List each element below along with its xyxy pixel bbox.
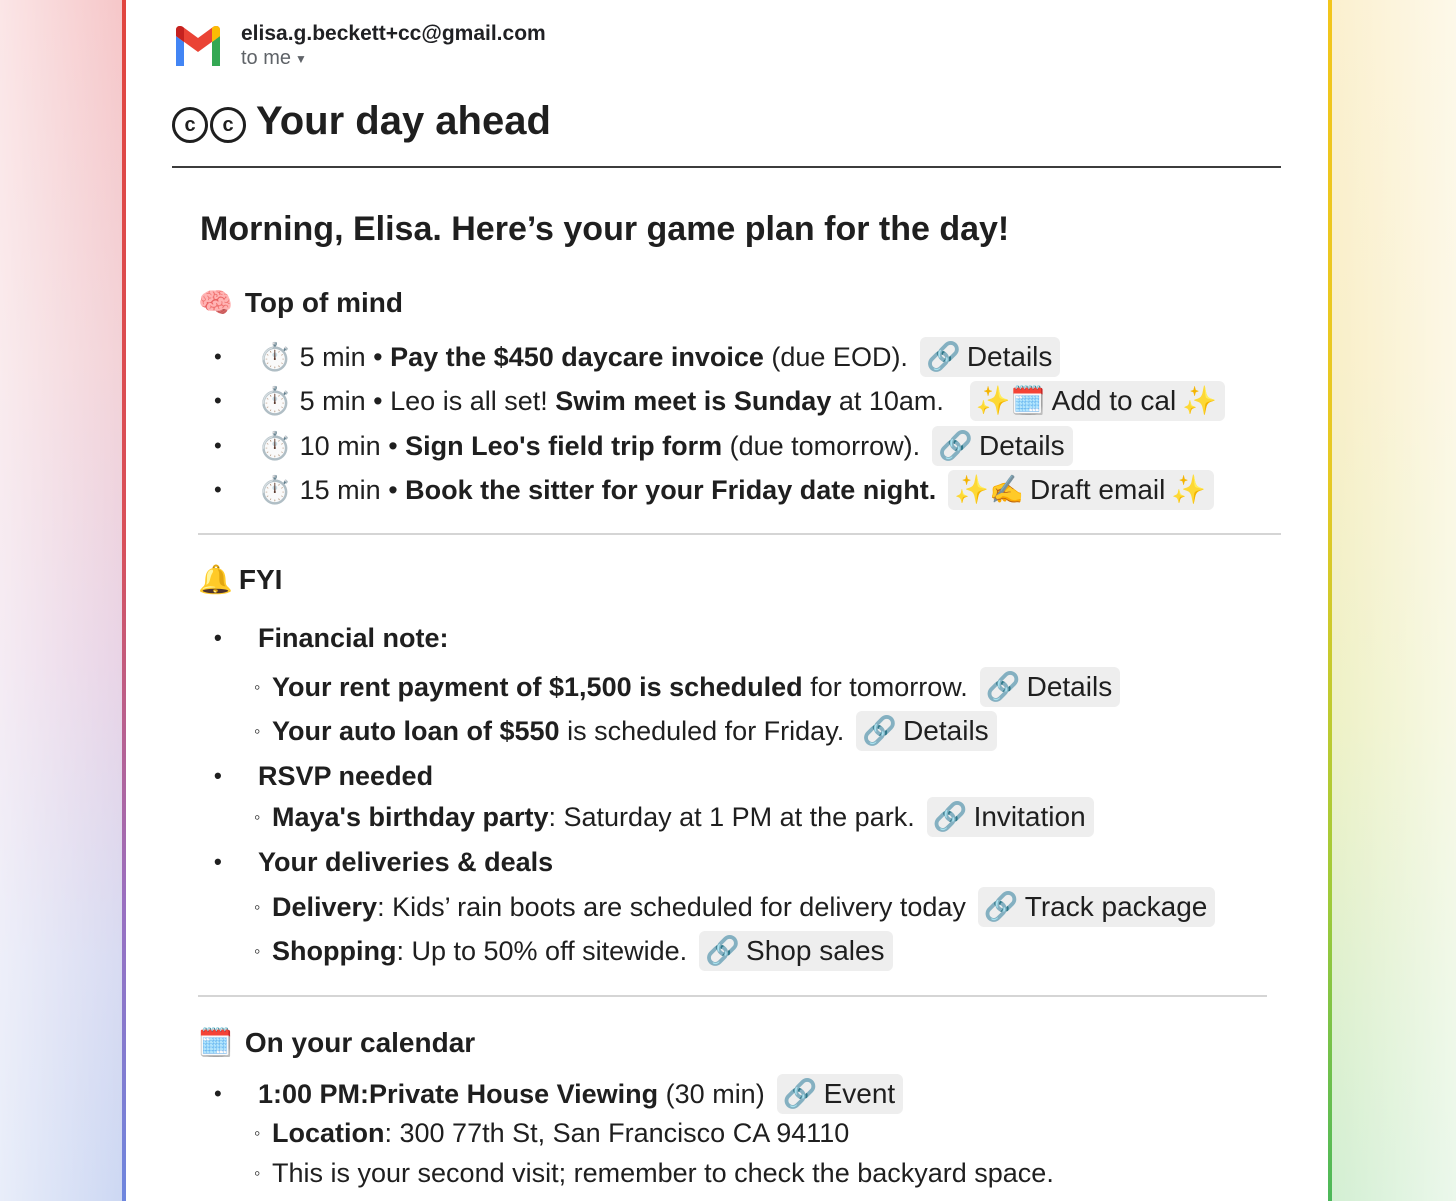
fyi-group-title (214, 758, 433, 794)
task-time: 5 min (299, 386, 366, 416)
link-icon: 🔗 (782, 1078, 818, 1109)
fyi-group-title (214, 620, 449, 656)
chip-label: Draft email (1029, 474, 1166, 505)
task-time: 5 min (299, 342, 366, 372)
item-note: : Saturday at 1 PM at the park. (548, 802, 915, 832)
stopwatch-icon: ⏱️ (258, 386, 292, 416)
task-title: Swim meet is Sunday (555, 386, 832, 416)
task-note: at 10am. (838, 386, 944, 416)
item-title: Shopping (272, 936, 397, 966)
greeting: Morning, Elisa. Here’s your game plan for the day! (200, 210, 1010, 248)
bullet: • (214, 388, 222, 413)
link-icon: 🔗 (705, 935, 741, 966)
separator: • (373, 386, 383, 416)
event-detail (254, 1115, 849, 1151)
sender-address[interactable]: elisa.g.beckett+cc@gmail.com (241, 22, 546, 45)
section-heading: Top of mind (244, 287, 403, 318)
sparkles-icon: ✨ (954, 474, 990, 505)
item-note: is scheduled for Friday. (567, 716, 845, 746)
bullet: • (214, 1081, 222, 1106)
chip-label: Details (979, 430, 1065, 461)
right-gradient-backdrop (1332, 0, 1456, 1201)
subject-text: Your day ahead (256, 99, 551, 143)
shop-sales-button[interactable] (699, 931, 892, 971)
right-color-rail (1328, 0, 1332, 1201)
calendar-event (214, 1074, 903, 1114)
section-divider (198, 533, 1281, 535)
separator: : (360, 1079, 370, 1109)
to-me-label: to me (241, 47, 292, 69)
invitation-link-button[interactable] (927, 797, 1094, 837)
details-link-button[interactable] (980, 667, 1120, 707)
bullet: • (214, 477, 222, 502)
add-to-calendar-button[interactable] (970, 381, 1225, 421)
separator: • (388, 431, 398, 461)
stopwatch-icon: ⏱️ (258, 475, 292, 505)
task-title: Pay the $450 daycare invoice (390, 342, 764, 372)
draft-email-button[interactable] (948, 470, 1214, 510)
calendar-icon: 🗓️ (198, 1027, 233, 1058)
list-item (254, 931, 893, 971)
separator: • (388, 475, 398, 505)
list-item (254, 887, 1215, 927)
section-calendar (198, 1025, 475, 1061)
sub-bullet: ◦ (254, 677, 261, 697)
details-link-button[interactable] (932, 426, 1072, 466)
section-divider (198, 995, 1267, 997)
link-icon: 🔗 (925, 341, 961, 372)
fyi-group-title (214, 844, 553, 880)
task-prefix: Leo is all set! (390, 386, 548, 416)
email-header (172, 20, 546, 69)
group-title-text: RSVP needed (258, 761, 434, 791)
sub-bullet: ◦ (254, 1163, 261, 1183)
cc-logo-icon: c c (172, 96, 248, 146)
bullet: • (214, 763, 222, 788)
item-title: Delivery (272, 892, 378, 922)
sparkles-icon: ✨ (1182, 385, 1218, 416)
stopwatch-icon: ⏱️ (258, 342, 292, 372)
event-title: Private House Viewing (369, 1079, 659, 1109)
item-note: for tomorrow. (810, 672, 968, 702)
chip-label: Details (966, 341, 1053, 372)
task-time: 10 min (299, 431, 381, 461)
task-title: Book the sitter for your Friday date night. (405, 475, 937, 505)
sparkles-icon: ✨ (975, 385, 1011, 416)
email-card (126, 0, 1328, 1201)
section-top-of-mind (198, 285, 403, 321)
writing-hand-icon: ✍️ (989, 474, 1024, 505)
chip-label: Details (903, 715, 989, 746)
list-item (254, 667, 1120, 707)
email-subject (172, 96, 551, 146)
chip-label: Shop sales (746, 935, 885, 966)
event-link-button[interactable] (777, 1074, 903, 1114)
brain-icon: 🧠 (198, 287, 233, 318)
caret-down-icon: ▼ (295, 51, 307, 66)
list-item (254, 797, 1094, 837)
left-gradient-backdrop (0, 0, 122, 1201)
list-item (214, 426, 1073, 466)
separator: • (373, 342, 383, 372)
event-time: 1:00 PM (258, 1079, 361, 1109)
bullet: • (214, 849, 222, 874)
details-link-button[interactable] (920, 337, 1060, 377)
sub-bullet: ◦ (254, 807, 261, 827)
detail-label: Location (272, 1118, 385, 1148)
task-time: 15 min (299, 475, 381, 505)
section-fyi (198, 562, 282, 598)
list-item (214, 381, 1225, 421)
chip-label: Event (823, 1078, 896, 1109)
bullet: • (214, 344, 222, 369)
link-icon: 🔗 (983, 891, 1019, 922)
track-package-button[interactable] (978, 887, 1215, 927)
group-title-text: Your deliveries & deals (258, 847, 554, 877)
list-item (214, 337, 1060, 377)
calendar-icon: 🗓️ (1010, 385, 1046, 416)
sub-bullet: ◦ (254, 721, 261, 741)
event-duration: (30 min) (665, 1079, 765, 1109)
link-icon: 🔗 (862, 715, 898, 746)
chip-label: Track package (1024, 891, 1208, 922)
task-note: (due tomorrow). (729, 431, 921, 461)
stopwatch-icon: ⏱️ (258, 431, 292, 461)
bell-icon: 🔔 (198, 564, 233, 595)
bullet: • (214, 625, 222, 650)
gmail-logo-icon (172, 26, 224, 66)
list-item (214, 470, 1214, 510)
sparkles-icon: ✨ (1171, 474, 1207, 505)
recipients-toggle[interactable] (241, 48, 546, 69)
list-item (254, 711, 997, 751)
details-link-button[interactable] (856, 711, 996, 751)
group-title-text: Financial note: (258, 623, 449, 653)
task-note: (due EOD). (771, 342, 908, 372)
link-icon: 🔗 (938, 430, 974, 461)
section-heading: On your calendar (244, 1027, 476, 1058)
item-title: Your auto loan of $550 (272, 716, 560, 746)
link-icon: 🔗 (932, 801, 968, 832)
sub-bullet: ◦ (254, 897, 261, 917)
item-note: : Up to 50% off sitewide. (396, 936, 688, 966)
item-title: Your rent payment of $1,500 is scheduled (272, 672, 803, 702)
chip-label: Invitation (973, 801, 1086, 832)
sub-bullet: ◦ (254, 941, 261, 961)
detail-text: This is your second visit; remember to check the backyard space. (272, 1158, 1054, 1188)
sub-bullet: ◦ (254, 1123, 261, 1143)
detail-text: : 300 77th St, San Francisco CA 94110 (384, 1118, 850, 1148)
item-note: : Kids’ rain boots are scheduled for delivery today (377, 892, 966, 922)
section-heading: FYI (238, 564, 283, 595)
event-detail (254, 1155, 1054, 1191)
subject-divider (172, 166, 1281, 168)
bullet: • (214, 433, 222, 458)
link-icon: 🔗 (985, 671, 1021, 702)
item-title: Maya's birthday party (272, 802, 549, 832)
chip-label: Add to cal (1051, 385, 1177, 416)
chip-label: Details (1026, 671, 1113, 702)
task-title: Sign Leo's field trip form (405, 431, 723, 461)
